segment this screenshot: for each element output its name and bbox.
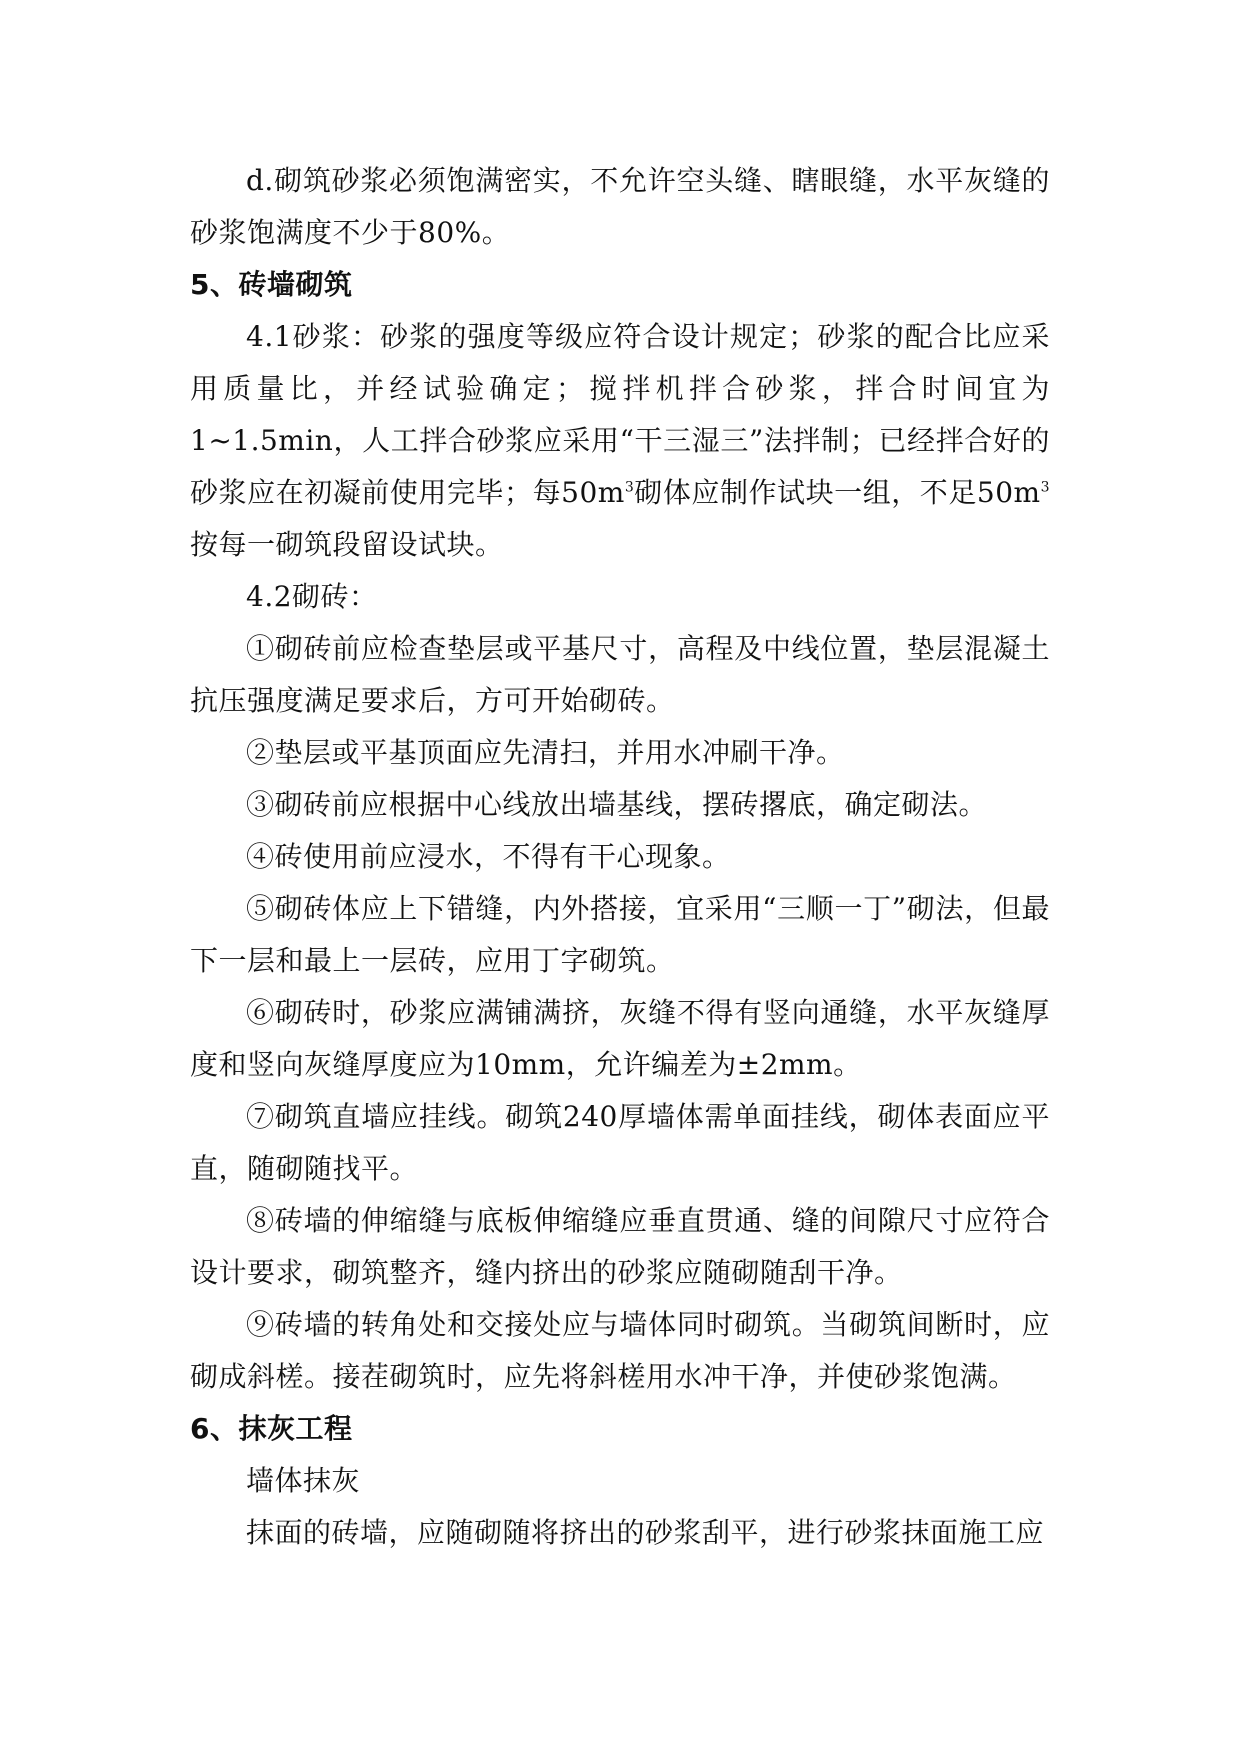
subheading-wall-plaster: 墙体抹灰 bbox=[246, 1464, 361, 1497]
paragraph-4-1-mortar bbox=[190, 311, 1050, 571]
list-item-6: ⑥砌砖时，砂浆应满铺满挤，灰缝不得有竖向通缝，水平灰缝厚度和竖向灰缝厚度应为10mm，允许编差为±2mm。 bbox=[190, 996, 1050, 1081]
list-item-8: ⑧砖墙的伸缩缝与底板伸缩缝应垂直贯通、缝的间隙尺寸应符合设计要求，砌筑整齐，缝内挤出的砂浆应随砌随刮干净。 bbox=[190, 1204, 1050, 1289]
paragraph-4-1-text-b: 砌体应制作试块一组，不足50m bbox=[634, 476, 1041, 509]
paragraph-plaster-text: 抹面的砖墙，应随砌随将挤出的砂浆刮平，进行砂浆抹面施工应 bbox=[246, 1516, 1045, 1549]
section-heading-6: 6、抹灰工程 bbox=[190, 1412, 353, 1445]
list-item-1: ①砌砖前应检查垫层或平基尺寸，高程及中线位置，垫层混凝土抗压强度满足要求后，方可开始砌砖。 bbox=[190, 632, 1050, 717]
list-item-4: ④砖使用前应浸水，不得有干心现象。 bbox=[246, 840, 731, 873]
paragraph-4-2-heading: 4.2砌砖： bbox=[246, 580, 378, 613]
list-item-3: ③砌砖前应根据中心线放出墙基线，摆砖撂底，确定砌法。 bbox=[246, 788, 988, 821]
document-page bbox=[190, 155, 1050, 1559]
list-item-9: ⑨砖墙的转角处和交接处应与墙体同时砌筑。当砌筑间断时，应砌成斜槎。接茬砌筑时，应先将斜槎用水冲干净，并使砂浆饱满。 bbox=[190, 1308, 1050, 1393]
list-item-5: ⑤砌砖体应上下错缝，内外搭接，宜采用“三顺一丁”砌法，但最下一层和最上一层砖，应用丁字砌筑。 bbox=[190, 892, 1050, 977]
section-heading-5: 5、砖墙砌筑 bbox=[190, 268, 353, 301]
superscript-cubic-2: 3 bbox=[1040, 479, 1050, 496]
paragraph-4-1-text-a: 4.1砂浆：砂浆的强度等级应符合设计规定；砂浆的配合比应采用质量比，并经试验确定；搅拌机拌合砂浆，拌合时间宜为1~1.5min，人工拌合砂浆应采用“干三湿三”法拌制；已经拌合好的砂浆应在初凝前使用完毕；每50m bbox=[190, 320, 1050, 509]
list-item-2: ②垫层或平基顶面应先清扫，并用水冲刷干净。 bbox=[246, 736, 845, 769]
list-item-7: ⑦砌筑直墙应挂线。砌筑240厚墙体需单面挂线，砌体表面应平直，随砌随找平。 bbox=[190, 1100, 1050, 1185]
paragraph-mortar-fullness: d.砌筑砂浆必须饱满密实，不允许空头缝、瞎眼缝，水平灰缝的砂浆饱满度不少于80%。 bbox=[190, 164, 1050, 249]
paragraph-4-1-text-c: 按每一砌筑段留设试块。 bbox=[190, 528, 504, 561]
superscript-cubic-1: 3 bbox=[624, 479, 635, 496]
